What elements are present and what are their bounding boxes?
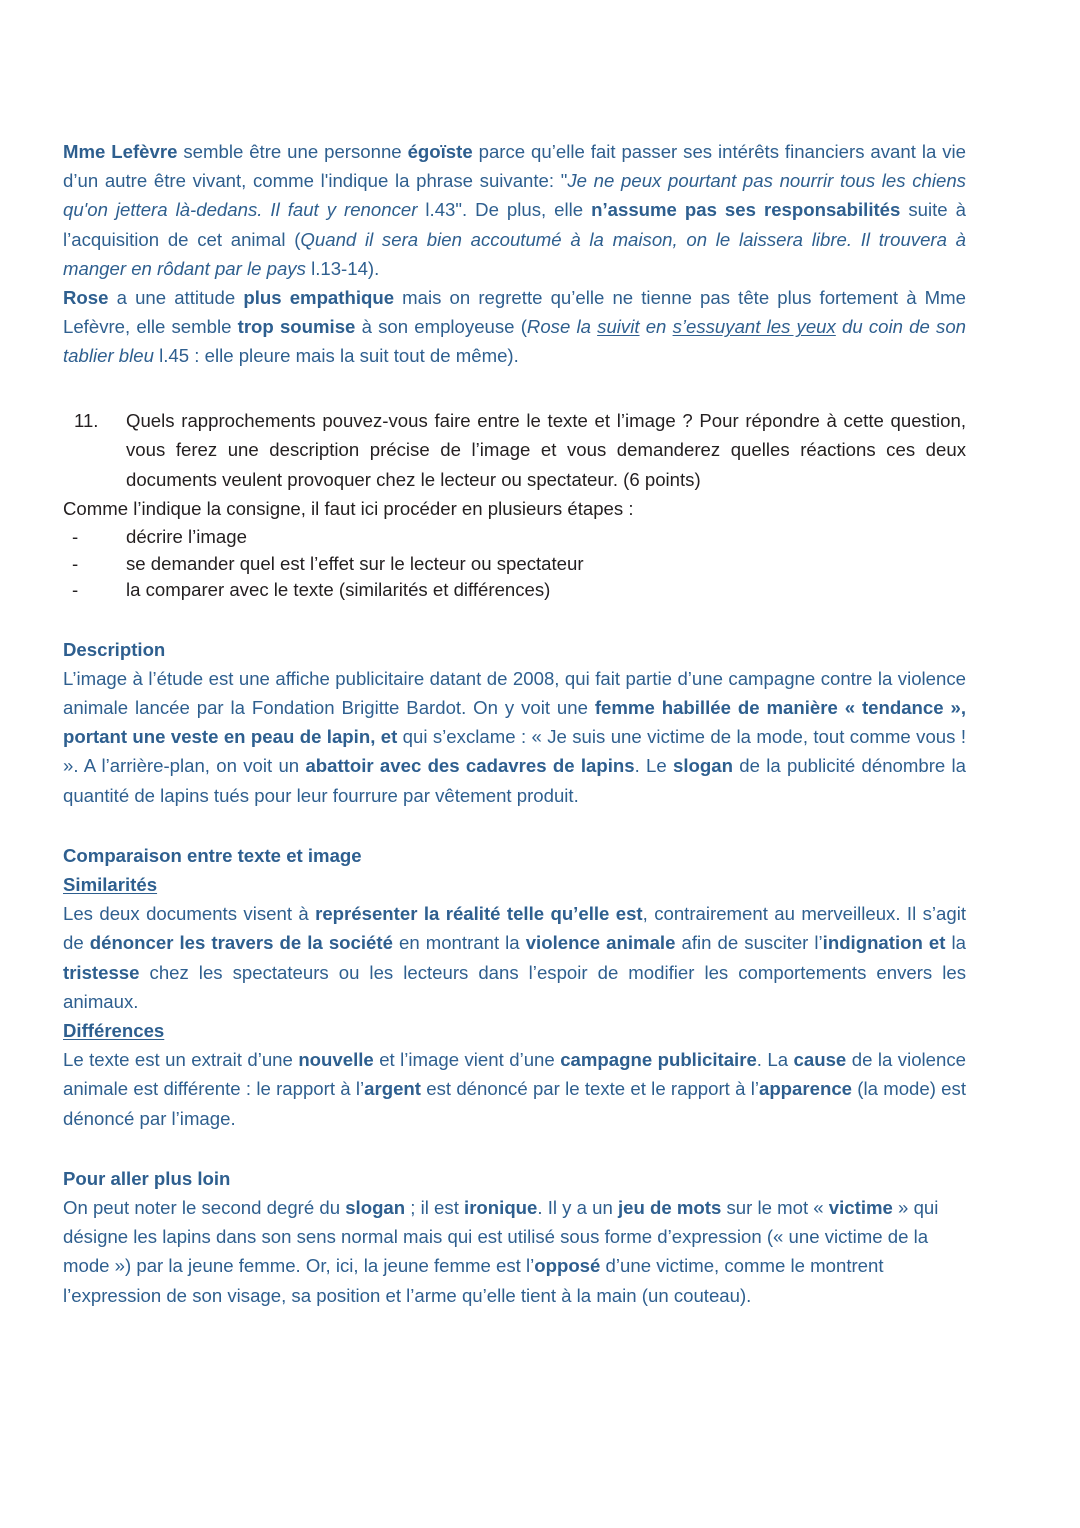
text-egoiste-bold: égoïste — [407, 141, 473, 162]
text-apparence-bold: apparence — [758, 1078, 852, 1100]
question-item-11 — [63, 406, 966, 495]
paragraph-description — [63, 664, 966, 810]
text-segment: à son employeuse ( — [355, 316, 527, 338]
text-nouvelle-bold: nouvelle — [298, 1049, 374, 1071]
text-segment: en montrant la — [392, 932, 526, 954]
question-number: 11. — [74, 409, 99, 431]
quote-italic-3: Rose la — [526, 316, 598, 338]
text-segment: de la violence animale est différente : le rapport à l’ — [63, 1049, 967, 1100]
spacer — [63, 371, 966, 406]
text-segment: afin de susciter l’ — [675, 932, 823, 954]
method-steps-list — [63, 524, 966, 604]
text-denoncer-travers-bold: dénoncer les travers de la société — [89, 932, 393, 954]
subsection-heading-similarites: Similarités — [63, 873, 158, 895]
text-segment: . Il y a un — [537, 1196, 618, 1218]
text-segment: . Le — [634, 755, 674, 777]
text-tristesse-bold: tristesse — [63, 961, 140, 983]
text-segment: , contrairement au merveilleux. Il s’agit de — [63, 903, 967, 954]
text-abattoir-bold: abattoir avec des cadavres de lapins — [305, 755, 635, 777]
section-heading-pour-aller-plus-loin: Pour aller plus loin — [63, 1167, 231, 1189]
text-segment: (la mode) est dénoncé par l’image. — [63, 1078, 966, 1129]
text-trop-soumise-bold: trop soumise — [237, 316, 356, 338]
text-segment: sur le mot « — [721, 1196, 829, 1218]
text-cause-bold: cause — [793, 1049, 847, 1071]
text-segment: et l’image vient d’une — [373, 1049, 561, 1071]
text-representer-realite-bold: représenter la réalité telle qu’elle est — [315, 903, 643, 925]
dash-bullet-icon: - — [72, 552, 79, 574]
paragraph-similarites — [63, 899, 966, 1016]
text-segment: est dénoncé par le texte et le rapport à l’ — [420, 1078, 759, 1100]
text-slogan-bold-2: slogan — [345, 1196, 406, 1218]
text-segment: On peut noter le second degré du — [63, 1196, 346, 1218]
list-item — [63, 577, 966, 604]
paragraph-mme-lefevre — [63, 137, 966, 283]
paragraph-differences — [63, 1045, 966, 1133]
dash-bullet-icon: - — [72, 526, 79, 547]
text-segment: ; il est — [405, 1196, 465, 1218]
quote-underline-suivit: suivit — [597, 316, 640, 338]
text-oppose-bold: opposé — [534, 1255, 601, 1277]
text-segment: l.43". De plus, elle — [417, 199, 592, 221]
text-mme-lefevre-bold: Mme Lefèvre — [63, 141, 178, 162]
text-argent-bold: argent — [364, 1078, 421, 1100]
paragraph-rose — [63, 283, 966, 371]
text-segment: parce qu’elle fait passer ses intérêts financiers avant la vie d’un autre être vivant, comme l'indique la phrase suivante: " — [63, 141, 966, 192]
method-intro: Comme l’indique la consigne, il faut ici procéder en plusieurs étapes : — [63, 498, 634, 520]
text-victime-bold: victime — [828, 1196, 893, 1218]
question-list — [63, 406, 966, 495]
list-item — [63, 524, 966, 551]
text-segment: semble être une personne — [177, 141, 408, 162]
text-segment: qui s’exclame : « Je suis une victime de la mode, tout comme vous ! ». A l’arrière-plan, on voit un — [63, 726, 966, 777]
text-segment: suite à l’acquisition de cet animal ( — [63, 199, 966, 250]
quote-italic-1: Je ne peux pourtant pas nourrir tous les chiens qu'on jettera là-dedans. Il faut y renoncer — [63, 170, 966, 221]
text-segment: chez les spectateurs ou les lecteurs dans l’espoir de modifier les comportements envers les animaux. — [63, 961, 966, 1012]
text-segment: l.13-14). — [305, 257, 380, 279]
paragraph-pour-aller-plus-loin — [63, 1193, 966, 1310]
list-item-label: se demander quel est l’effet sur le lecteur ou spectateur — [126, 552, 584, 574]
text-segment: a une attitude — [108, 287, 244, 309]
text-rose-bold: Rose — [63, 287, 109, 309]
text-plus-empathique-bold: plus empathique — [243, 287, 395, 309]
text-ironique-bold: ironique — [464, 1196, 538, 1218]
list-item — [63, 551, 966, 578]
question-text: Quels rapprochements pouvez-vous faire entre le texte et l’image ? Pour répondre à cette question, vous ferez une description précise de l’image et vous demanderez quelles réactions ces deux documents veulent provoquer chez le lecteur ou spectateur. (6 points) — [126, 409, 966, 490]
text-segment: Les deux documents visent à — [63, 903, 316, 925]
section-heading-description: Description — [63, 638, 166, 660]
spacer — [63, 810, 966, 841]
text-indignation-bold: indignation et — [822, 932, 946, 954]
text-jeu-de-mots-bold: jeu de mots — [618, 1196, 722, 1218]
list-item-label: la comparer avec le texte (similarités et différences) — [126, 579, 551, 600]
quote-underline-essuyant: s’essuyant les yeux — [672, 316, 836, 338]
text-segment: de la publicité dénombre la quantité de lapins tués pour leur fourrure par vêtement produit. — [63, 755, 967, 806]
text-segment: . La — [756, 1049, 794, 1071]
text-segment: la — [945, 932, 966, 954]
text-segment: Le texte est un extrait d’une — [63, 1049, 299, 1071]
document-body — [63, 137, 966, 1310]
text-nassume-bold: n’assume pas ses responsabilités — [591, 199, 901, 221]
subsection-heading-differences: Différences — [63, 1019, 165, 1041]
dash-bullet-icon: - — [72, 579, 79, 600]
quote-italic-5: du coin de son tablier bleu — [63, 316, 967, 367]
text-segment: l.45 : elle pleure mais la suit tout de même). — [153, 345, 519, 367]
text-campagne-publicitaire-bold: campagne publicitaire — [560, 1049, 757, 1071]
quote-italic-4: en — [639, 316, 673, 338]
text-violence-animale-bold: violence animale — [525, 932, 676, 954]
text-segment: L’image à l’étude est une affiche publicitaire datant de 2008, qui fait partie d’une campagne contre la violence animale lancée par la Fondation Brigitte Bardot. On y voit une — [63, 667, 966, 718]
text-segment: mais on regrette qu’elle ne tienne pas tête plus fortement à Mme Lefèvre, elle semble — [63, 287, 966, 338]
quote-italic-2: Quand il sera bien accoutumé à la maison, on le laissera libre. Il trouvera à manger en rôdant par le pays — [63, 228, 967, 279]
section-heading-comparaison: Comparaison entre texte et image — [63, 844, 362, 866]
spacer — [63, 1133, 966, 1164]
list-item-label: décrire l’image — [126, 526, 247, 547]
text-femme-habillee-bold: femme habillée de manière « tendance », portant une veste en peau de lapin, et — [63, 696, 966, 748]
spacer — [63, 604, 966, 635]
text-segment: » qui désigne les lapins dans son sens normal mais qui est utilisé sous forme d’expression (« une victime de la mode ») par la jeune femme. Or, ici, la jeune femme est l’ — [63, 1196, 939, 1277]
text-segment: d’une victime, comme le montrent l’expression de son visage, sa position et l’arme qu’elle tient à la main (un couteau). — [63, 1255, 884, 1306]
text-slogan-bold: slogan — [673, 755, 733, 777]
